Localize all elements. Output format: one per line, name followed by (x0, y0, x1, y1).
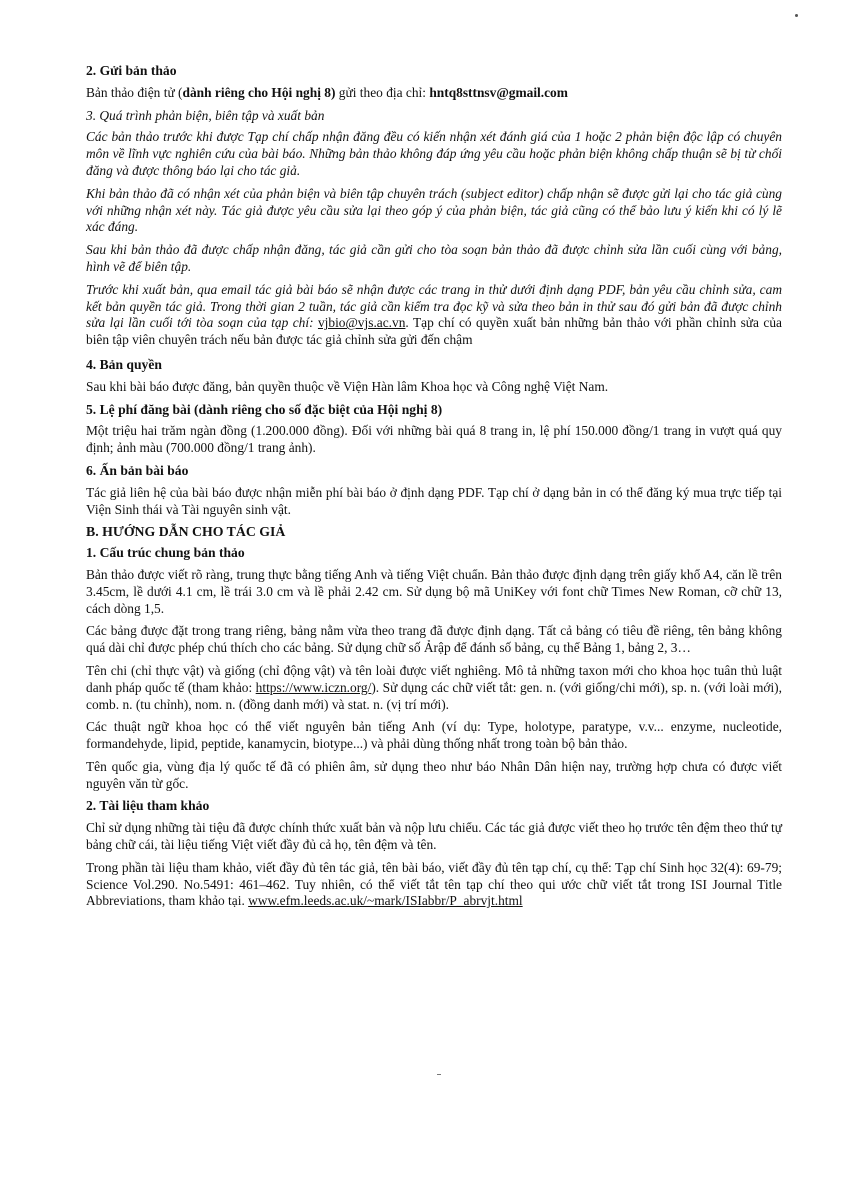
text-pre: Tên chi (chỉ thực vật) và giống (chỉ động vật) và tên loài được viết nghiêng. Mô tả những taxon mới cho khoa học tuân thủ luật danh pháp quốc tế (tham khảo: (86, 662, 782, 695)
paragraph-print-edition: Tác giả liên hệ của bài báo được nhận miễn phí bài báo ở định dạng PDF. Tạp chí ở dạng bản in có thể đăng ký mua trực tiếp tại Viện Sinh thái và Tài nguyên sinh vật. (86, 484, 782, 517)
text-italic: Trước khi xuất bản, qua email tác giả bài báo sẽ nhận được các trang in thử dưới định dạng PDF, bản yêu cầu chỉnh sửa, cam kết bản quyền tác giả. Trong thời gian 2 tuần, tác giả cần kiểm tra đọc kỹ và sửa theo bản in thử sau đó gửi bản đã được chỉnh sửa lại lần cuối tới tòa soạn của tạp chí: (86, 281, 782, 331)
document-page (86, 63, 782, 916)
paragraph-structure-1: Bản thảo được viết rõ ràng, trung thực bằng tiếng Anh và tiếng Việt chuẩn. Bản thảo được định dạng trên giấy khổ A4, căn lề trên 3.45cm, lề dưới 4.1 cm, lề trái 3.0 cm và lề phải 2.42 cm. Sử dụng bộ mã UniKey với font chữ Times New Roman, cỡ chữ 13, cách dòng 1,5. (86, 566, 782, 616)
text-pre: Bản thảo điện tử ( (86, 84, 183, 100)
text-post: ). Sử dụng các chữ viết tắt: gen. n. (với giống/chi mới), sp. n. (với loài mới), comb. n. (tu chỉnh), nom. n. (đồng danh mới) và stat. n. (vị trí mới). (86, 679, 782, 712)
paragraph-structure-3 (86, 663, 782, 713)
heading-structure: 1. Cấu trúc chung bản thảo (86, 545, 245, 561)
heading-copyright: 4. Bản quyền (86, 356, 162, 372)
page-mark (437, 1074, 441, 1075)
paragraph-fees: Một triệu hai trăm ngàn đồng (1.200.000 đồng). Đối với những bài quá 8 trang in, lệ phí 150.000 đồng/1 trang in vượt quá quy định; ảnh màu (700.000 đồng/1 trang ảnh). (86, 423, 782, 456)
scan-dot (795, 14, 798, 17)
paragraph-review-3: Sau khi bản thảo đã được chấp nhận đăng, tác giả cần gửi cho tòa soạn bản thảo đã được chỉnh sửa lần cuối cùng với bảng, hình vẽ để biên tập. (86, 242, 782, 274)
paragraph-review-4 (86, 282, 782, 349)
paragraph-submit (86, 85, 782, 102)
paragraph-copyright: Sau khi bài báo được đăng, bản quyền thuộc về Viện Hàn lâm Khoa học và Công nghệ Việt Nam. (86, 378, 609, 394)
heading-review-process: 3. Quá trình phản biện, biên tập và xuất bản (86, 107, 325, 123)
submit-email: hntq8sttnsv@gmail.com (429, 84, 568, 100)
paragraph-review-2: Khi bản thảo đã có nhận xét của phản biện và biên tập chuyên trách (subject editor) chấp nhận sẽ được gửi lại cho tác giả cùng với những nhận xét này. Tác giả được yêu cầu sửa lại theo góp ý của phản biện, tác giả cũng có thể bảo lưu ý kiến khi có lý lẽ xác đáng. (86, 185, 782, 235)
text-pre: Trong phần tài liệu tham khảo, viết đầy đủ tên tác giả, tên bài báo, viết đầy đủ tên tạp chí, cụ thể: Tạp chí Sinh học 32(4): 69-79; Science Vol.290. No.5491: 461–462. Tuy nhiên, có thể viết tắt tên tạp chí theo qui ước chữ viết tắt trong ISI Journal Title Abbreviations, tham khảo tại. (86, 859, 782, 909)
paragraph-structure-4: Các thuật ngữ khoa học có thể viết nguyên bản tiếng Anh (ví dụ: Type, holotype, paratype, v.v... enzyme, nucleotide, formandehyde, lipid, peptide, kanamycin, biotype...) và phải dùng thống nhất trong toàn bộ bản thảo. (86, 719, 782, 752)
text-rest: . Tạp chí có quyền xuất bản những bản thảo với phần chỉnh sửa của biên tập viên chuyên trách nếu bản được tác giả chỉnh sửa gửi đến chậm (86, 315, 782, 348)
heading-submit-manuscript: 2. Gửi bản thảo (86, 63, 177, 78)
journal-email-link[interactable]: vjbio@vjs.ac.vn (317, 315, 406, 331)
iczn-link[interactable]: https://www.iczn.org/ (255, 679, 372, 695)
heading-references: 2. Tài liệu tham khảo (86, 798, 210, 814)
text-bold: dành riêng cho Hội nghị 8) (182, 84, 336, 100)
paragraph-references-2 (86, 860, 782, 910)
paragraph-structure-5: Tên quốc gia, vùng địa lý quốc tế đã có phiên âm, sử dụng theo như báo Nhân Dân hiện nay, trường hợp chưa có được viết nguyên văn từ gốc. (86, 758, 782, 791)
isi-abbr-link[interactable]: www.efm.leeds.ac.uk/~mark/ISIabbr/P_abrvjt.html (248, 893, 523, 909)
heading-author-guidelines: B. HƯỚNG DẪN CHO TÁC GIẢ (86, 524, 286, 540)
paragraph-structure-2: Các bảng được đặt trong trang riêng, bảng nằm vừa theo trang đã được định dạng. Tất cả bảng có tiêu đề riêng, tên bảng không quá dài chỉ được phép chú thích cho các bảng. Sử dụng chữ số Ảrập để đánh số bảng, cụ thể Bảng 1, bảng 2, 3… (86, 623, 782, 656)
heading-print-edition: 6. Ấn bản bài báo (86, 462, 189, 478)
paragraph-review-1: Các bản thảo trước khi được Tạp chí chấp nhận đăng đều có kiến nhận xét đánh giá của 1 hoặc 2 phản biện độc lập có chuyên môn về lĩnh vực nghiên cứu của bài báo. Những bản thảo không đáp ứng yêu cầu hoặc phản biện không chấp thuận sẽ bị từ chối đăng và được thông báo lại cho tác giả. (86, 129, 782, 178)
heading-fees: 5. Lệ phí đăng bài (dành riêng cho số đặc biệt của Hội nghị 8) (86, 401, 443, 417)
paragraph-references-1: Chỉ sử dụng những tài tiệu đã được chính thức xuất bản và nộp lưu chiểu. Các tác giả được viết theo họ trước tên đệm theo thứ tự bảng chữ cái, tài liệu tiếng Việt viết đầy đủ cả họ, tên đệm và tên. (86, 820, 782, 853)
text-mid: gửi theo địa chỉ: (335, 84, 430, 100)
